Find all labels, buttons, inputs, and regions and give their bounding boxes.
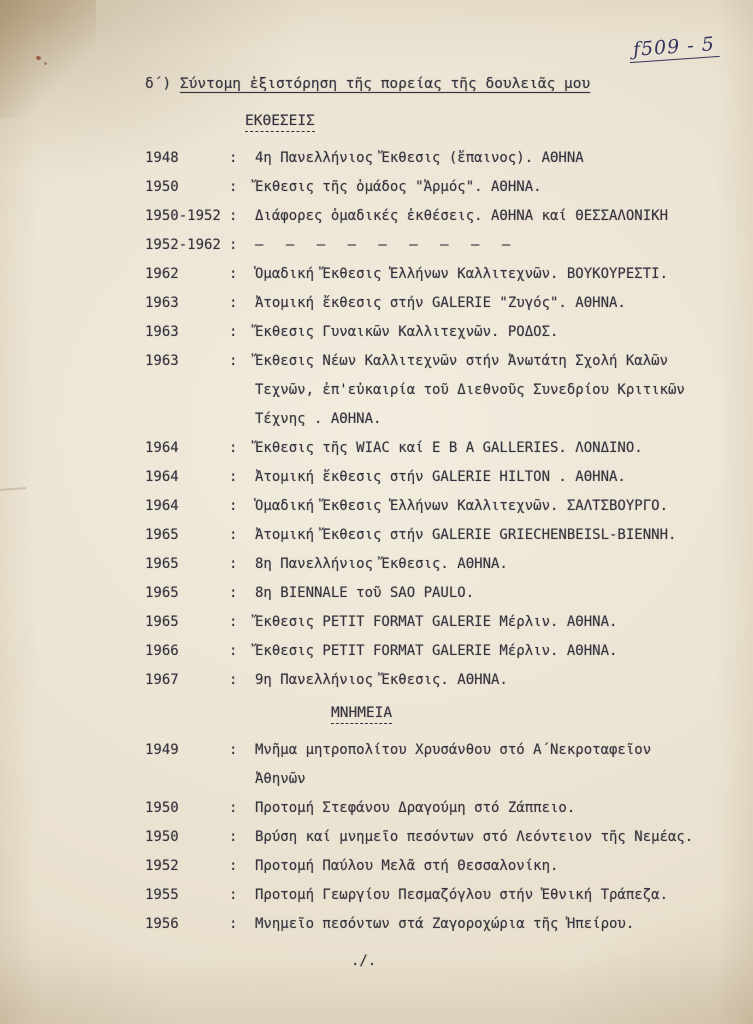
entry-year: 1948 <box>145 150 179 166</box>
entry-row <box>145 794 697 823</box>
entry-separator: : <box>229 829 238 845</box>
entry-row <box>145 347 697 434</box>
entry-year: 1950-1952 <box>145 208 221 224</box>
paper-speck <box>35 55 41 60</box>
entry-row <box>145 173 697 202</box>
entry-separator: : <box>229 742 238 758</box>
entry-separator: : <box>229 498 238 514</box>
paper-corner-stain <box>0 0 96 118</box>
entry-text: Ἔκθεσις PETIT FORMAT GALERIE Μέρλιν. ΑΘΗΝΑ. <box>255 643 618 659</box>
entry-year: 1967 <box>145 672 179 688</box>
entry-row <box>145 637 697 666</box>
entry-year: 1949 <box>145 742 179 758</box>
entry-text: Προτομή Γεωργίου Πεσμαζόγλου στήν Ἐθνική Τράπεζα. <box>255 887 669 903</box>
entry-text: Ἀτομική Ἔκθεσις στήν GALERIE GRIECHENBEISL-ΒΙΕΝΝΗ. <box>255 527 677 543</box>
entry-row <box>145 881 697 910</box>
entry-separator: : <box>229 469 238 485</box>
entry-separator: : <box>229 614 238 630</box>
entry-row <box>145 608 697 637</box>
entry-year: 1965 <box>145 527 179 543</box>
document-title-prefix: δ΄) <box>145 76 180 92</box>
entry-row <box>145 289 697 318</box>
entry-row <box>145 666 697 695</box>
entry-row <box>145 852 697 881</box>
entry-year: 1952 <box>145 858 179 874</box>
entry-row <box>145 736 697 794</box>
entry-year: 1965 <box>145 585 179 601</box>
entry-separator: : <box>229 800 238 816</box>
entry-year: 1963 <box>145 324 179 340</box>
entry-row <box>145 492 697 521</box>
entry-separator: : <box>229 556 238 572</box>
entry-year: 1964 <box>145 440 179 456</box>
entry-separator: : <box>229 858 238 874</box>
entry-separator: : <box>229 208 238 224</box>
section-monuments <box>145 695 697 939</box>
entry-row <box>145 202 697 231</box>
entry-text: Ἔκθεσις PETIT FORMAT GALERIE Μέρλιν. ΑΘΗΝΑ. <box>255 614 618 630</box>
entry-year: 1963 <box>145 353 179 369</box>
entry-text: 8η Πανελλήνιος Ἔκθεσις. ΑΘΗΝΑ. <box>255 556 508 572</box>
entry-row <box>145 910 697 939</box>
entry-separator: : <box>229 527 238 543</box>
handwritten-annotation: ƒ509 - 5 <box>628 33 719 63</box>
exhibitions-list <box>145 144 697 695</box>
entry-text: Προτομή Παύλου Μελᾶ στή Θεσσαλονίκη. <box>255 858 559 874</box>
entry-text: Μνημεῖο πεσόντων στά Ζαγοροχώρια τῆς Ἠπείρου. <box>255 916 635 932</box>
document-title-text: Σύντομη ἐξιστόρηση τῆς πορείας τῆς δουλειᾶς μου <box>179 76 591 92</box>
entry-text: Ἀτομική ἔκθεσις στήν GALERIE HILTON . ΑΘΗΝΑ. <box>255 469 626 485</box>
section-title-exhibitions: ΕΚΘΕΣΕΙΣ <box>245 113 315 132</box>
entry-separator: : <box>229 440 238 456</box>
entry-text: Ὁμαδική Ἔκθεσις Ἑλλήνων Καλλιτεχνῶν. ΣΑΛΤΣΒΟΥΡΓΟ. <box>255 498 669 514</box>
entry-separator: : <box>229 916 238 932</box>
entry-year: 1950 <box>145 800 179 816</box>
paper-speck <box>44 62 47 65</box>
entry-year: 1950 <box>145 829 179 845</box>
paper-crease <box>0 487 26 491</box>
document-content <box>145 76 697 969</box>
section-title-monuments: ΜΝΗΜΕΙΑ <box>331 705 392 724</box>
entry-text: Ἔκθεσις τῆς ὁμάδος "Ἁρμός". ΑΘΗΝΑ. <box>255 179 542 195</box>
entry-text: Μνῆμα μητροπολίτου Χρυσάνθου στό Α΄Νεκροταφεῖον Ἀθηνῶν <box>255 742 652 787</box>
entry-year: 1964 <box>145 469 179 485</box>
entry-row <box>145 434 697 463</box>
entry-year: 1963 <box>145 295 179 311</box>
entry-year: 1956 <box>145 916 179 932</box>
entry-row <box>145 144 697 173</box>
entry-text: 4η Πανελλήνιος Ἔκθεσις (ἔπαινος). ΑΘΗΝΑ <box>255 150 584 166</box>
entry-text: Ἔκθεσις τῆς WIAC καί Ε Β Α GALLERIES. ΛΟΝΔΙΝΟ. <box>255 440 643 456</box>
entry-year: 1962 <box>145 266 179 282</box>
entry-row <box>145 579 697 608</box>
entry-year: 1964 <box>145 498 179 514</box>
entry-year: 1952-1962 <box>145 237 221 253</box>
entry-year: 1955 <box>145 887 179 903</box>
entry-separator: : <box>229 585 238 601</box>
entry-text: 9η Πανελλήνιος Ἔκθεσις. ΑΘΗΝΑ. <box>255 672 508 688</box>
entry-text: Ἔκθεσις Γυναικῶν Καλλιτεχνῶν. ΡΟΔΟΣ. <box>255 324 559 340</box>
entry-text: Ὁμαδική Ἔκθεσις Ἑλλήνων Καλλιτεχνῶν. ΒΟΥΚΟΥΡΕΣΤΙ. <box>255 266 669 282</box>
entry-separator: : <box>229 266 238 282</box>
entry-separator: : <box>229 324 238 340</box>
entry-separator: : <box>229 237 238 253</box>
entry-separator: : <box>229 643 238 659</box>
entry-text: 8η BIENNALE τοῦ SAO PAULO. <box>255 585 475 601</box>
page-end-mark: ./. <box>351 953 377 969</box>
entry-separator: : <box>229 353 238 369</box>
entry-row <box>145 823 697 852</box>
entry-row <box>145 463 697 492</box>
entry-text: Προτομή Στεφάνου Δραγούμη στό Ζάππειο. <box>255 800 576 816</box>
entry-separator: : <box>229 672 238 688</box>
entry-text: Διάφορες ὁμαδικές ἐκθέσεις. ΑΘΗΝΑ καί ΘΕΣΣΑΛΟΝΙΚΗ <box>255 208 669 224</box>
entry-year: 1965 <box>145 556 179 572</box>
entry-row <box>145 521 697 550</box>
entry-row <box>145 260 697 289</box>
monuments-list <box>145 736 697 939</box>
entry-row <box>145 318 697 347</box>
entry-year: 1950 <box>145 179 179 195</box>
entry-year: 1965 <box>145 614 179 630</box>
entry-separator: : <box>229 150 238 166</box>
entry-text: Βρύση καί μνημεῖο πεσόντων στό Λεόντειον τῆς Νεμέας. <box>255 829 694 845</box>
entry-separator: : <box>229 887 238 903</box>
document-title <box>145 76 697 92</box>
entry-text: Ἀτομική ἔκθεσις στήν GALERIE "Ζυγός". ΑΘΗΝΑ. <box>255 295 626 311</box>
entry-row <box>145 231 697 260</box>
entry-text: — — — — — — — — — <box>255 237 512 253</box>
entry-text: Ἔκθεσις Νέων Καλλιτεχνῶν στήν Ἀνωτάτη Σχολή Καλῶν Τεχνῶν, ἐπ'εὐκαιρία τοῦ Διεθνοῦς Συνεδρίου Κριτικῶν Τέχνης . ΑΘΗΝΑ. <box>255 353 685 427</box>
entry-year: 1966 <box>145 643 179 659</box>
entry-row <box>145 550 697 579</box>
entry-separator: : <box>229 179 238 195</box>
section-exhibitions <box>145 110 697 695</box>
entry-separator: : <box>229 295 238 311</box>
